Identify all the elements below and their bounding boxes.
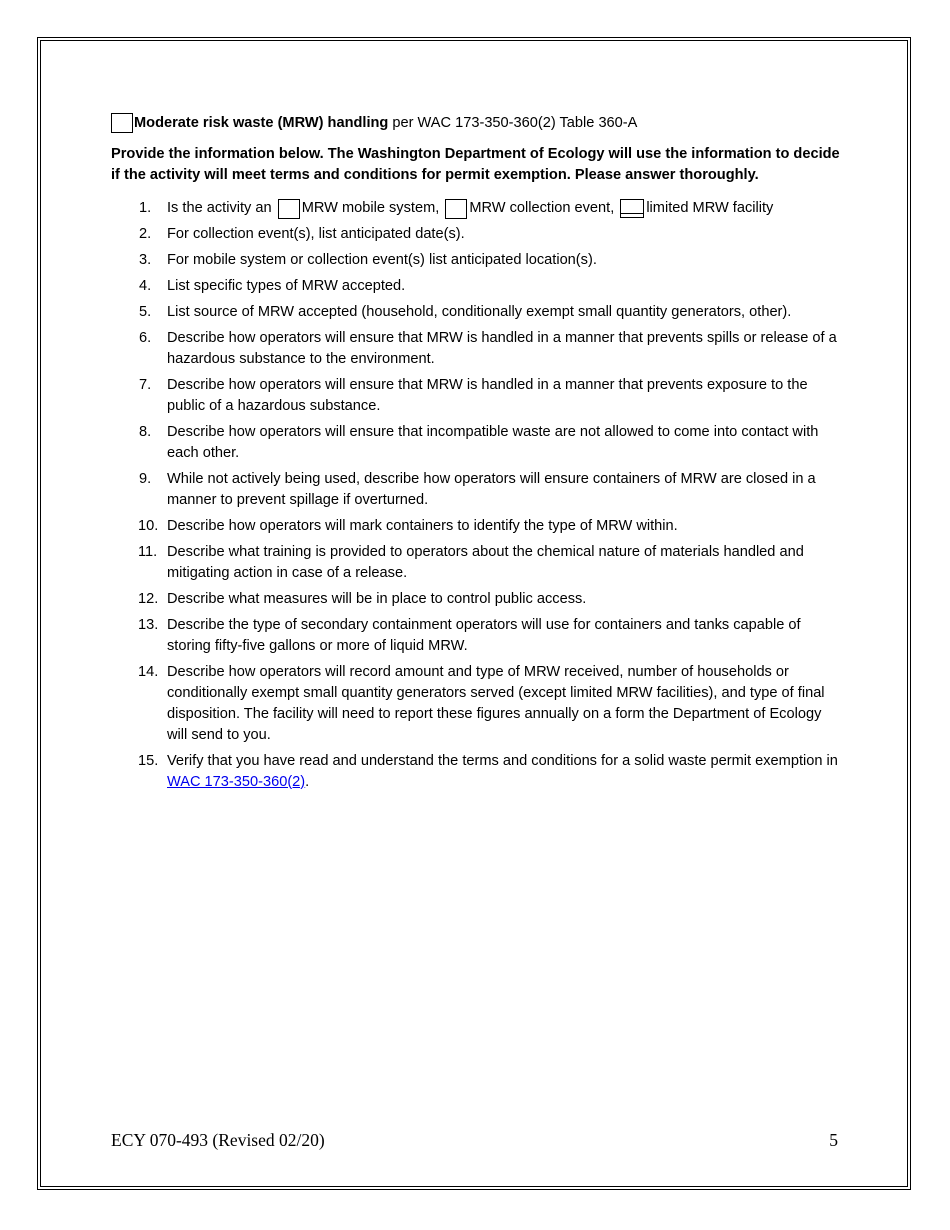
mrw-handling-checkbox[interactable] bbox=[111, 113, 133, 133]
question-text: Describe what measures will be in place to control public access. bbox=[167, 591, 587, 607]
section-instructions: Provide the information below. The Washington Department of Ecology will use the information to decide if the activity will meet terms and conditions for permit exemption. Please answer thoroughly. bbox=[111, 146, 840, 183]
question-item-3 bbox=[111, 250, 841, 271]
question-text bbox=[167, 198, 841, 219]
question-text: For collection event(s), list anticipated date(s). bbox=[167, 226, 465, 242]
question-text bbox=[167, 751, 841, 793]
question-item-5 bbox=[111, 302, 841, 323]
question-item-14 bbox=[111, 662, 841, 746]
q1-prefix: Is the activity an bbox=[167, 200, 276, 216]
q15-suffix: . bbox=[305, 774, 310, 790]
page-number: 5 bbox=[829, 1130, 838, 1150]
question-item-4 bbox=[111, 276, 841, 297]
question-number: 8. bbox=[139, 424, 152, 440]
question-text: Describe how operators will mark containers to identify the type of MRW within. bbox=[167, 518, 678, 534]
question-number: 3. bbox=[139, 252, 152, 268]
question-number: 9. bbox=[139, 471, 152, 487]
question-item-15 bbox=[111, 751, 841, 793]
form-id: ECY 070-493 (Revised 02/20) bbox=[111, 1130, 325, 1150]
limited-facility-checkbox[interactable] bbox=[620, 199, 644, 218]
section-title bbox=[111, 111, 841, 135]
question-number: 10. bbox=[138, 518, 159, 534]
question-text: List specific types of MRW accepted. bbox=[167, 278, 406, 294]
question-number: 2. bbox=[139, 226, 152, 242]
question-text: Describe what training is provided to operators about the chemical nature of materials handled and mitigating action in case of a release. bbox=[167, 544, 804, 581]
mobile-system-checkbox[interactable] bbox=[278, 199, 300, 219]
question-list bbox=[111, 198, 841, 793]
question-item-1 bbox=[111, 198, 841, 219]
question-text: For mobile system or collection event(s) list anticipated location(s). bbox=[167, 252, 597, 268]
question-number: 4. bbox=[139, 278, 152, 294]
collection-event-label: MRW collection event, bbox=[469, 200, 619, 216]
section-title-bold: Moderate risk waste (MRW) handling bbox=[134, 115, 389, 131]
question-text: Describe how operators will ensure that MRW is handled in a manner that prevents spills or release of a hazardous substance to the environment. bbox=[167, 330, 837, 367]
question-number: 11. bbox=[138, 544, 158, 560]
limited-facility-label: limited MRW facility bbox=[646, 200, 774, 216]
question-item-12 bbox=[111, 589, 841, 610]
question-item-9 bbox=[111, 469, 841, 511]
question-number: 13. bbox=[138, 617, 159, 633]
q15-text: Verify that you have read and understand the terms and conditions for a solid waste permit exemption in bbox=[167, 753, 842, 769]
question-item-7 bbox=[111, 375, 841, 417]
question-item-11 bbox=[111, 542, 841, 584]
question-text: List source of MRW accepted (household, conditionally exempt small quantity generators, other). bbox=[167, 304, 792, 320]
question-number: 6. bbox=[139, 330, 152, 346]
section-title-rest: per WAC 173-350-360(2) Table 360-A bbox=[388, 115, 638, 131]
page-footer bbox=[111, 1130, 838, 1151]
question-item-10 bbox=[111, 516, 841, 537]
question-item-8 bbox=[111, 422, 841, 464]
question-item-6 bbox=[111, 328, 841, 370]
question-number: 7. bbox=[139, 377, 152, 393]
question-text: Describe the type of secondary containment operators will use for containers and tanks capable of storing fifty-five gallons or more of liquid MRW. bbox=[167, 617, 801, 654]
question-item-13 bbox=[111, 615, 841, 657]
question-number: 5. bbox=[139, 304, 152, 320]
question-number: 12. bbox=[138, 591, 159, 607]
wac-reference-link[interactable]: WAC 173-350-360(2) bbox=[167, 774, 306, 790]
question-number: 1. bbox=[139, 200, 152, 216]
question-number: 14. bbox=[138, 664, 159, 680]
question-item-2 bbox=[111, 224, 841, 245]
question-number: 15. bbox=[138, 753, 159, 769]
question-text: Describe how operators will ensure that MRW is handled in a manner that prevents exposure to the public of a hazardous substance. bbox=[167, 377, 808, 414]
form-section bbox=[111, 111, 841, 798]
collection-event-checkbox[interactable] bbox=[445, 199, 467, 219]
mobile-system-label: MRW mobile system, bbox=[301, 200, 444, 216]
question-text: Describe how operators will record amount and type of MRW received, number of households or conditionally exempt small quantity generators served (except limited MRW facilities), and type of final disposition. The facility will need to report these figures annually on a form the Department of Ecology will send to you. bbox=[167, 664, 825, 743]
question-text: Describe how operators will ensure that incompatible waste are not allowed to come into contact with each other. bbox=[167, 424, 819, 461]
question-text: While not actively being used, describe how operators will ensure containers of MRW are closed in a manner to prevent spillage if overturned. bbox=[167, 471, 816, 508]
